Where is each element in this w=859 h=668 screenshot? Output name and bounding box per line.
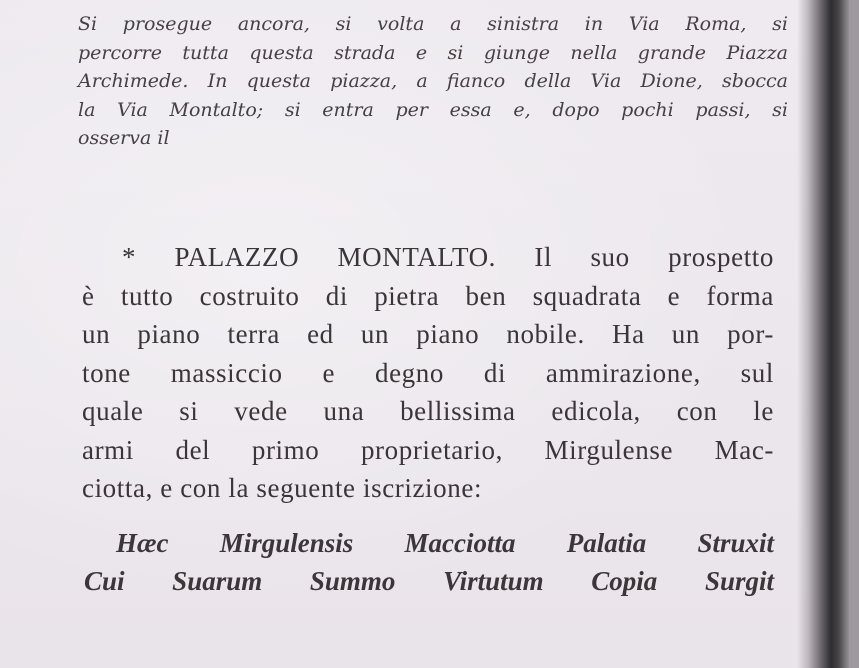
intro-paragraph (78, 10, 788, 153)
section-line: tone massiccio e degno di ammirazione, sul (82, 357, 774, 388)
palazzo-montalto-paragraph (82, 238, 774, 508)
section-line: armi del primo proprietario, Mirgulense Mac- (82, 434, 774, 465)
inscription-line: Hæc Mirgulensis Macciotta Palatia Struxit (116, 528, 774, 558)
intro-line: Si prosegue ancora, si volta a sinistra in Via Roma, si (78, 13, 788, 35)
inscription-line: Cui Suarum Summo Virtutum Copia Surgit (84, 566, 774, 596)
intro-line: osserva il (78, 127, 170, 149)
section-line: ciotta, e con la seguente iscrizione: (82, 473, 483, 503)
section-line: un piano terra ed un piano nobile. Ha un por- (82, 319, 774, 349)
page-edge (849, 0, 859, 668)
section-line: è tutto costruito di pietra ben squadrata e forma (82, 280, 774, 311)
intro-line: percorre tutta questa strada e si giunge nella grande Piazza (78, 41, 788, 64)
intro-line: la Via Montalto; si entra per essa e, dopo pochi passi, si (78, 98, 788, 121)
intro-line: Archimede. In questa piazza, a fianco della Via Dione, sbocca (78, 70, 788, 92)
latin-inscription (84, 524, 774, 600)
section-line: quale si vede una bellissima edicola, con le (82, 396, 774, 426)
section-heading-line: * PALAZZO MONTALTO. Il suo prospetto (122, 242, 774, 272)
